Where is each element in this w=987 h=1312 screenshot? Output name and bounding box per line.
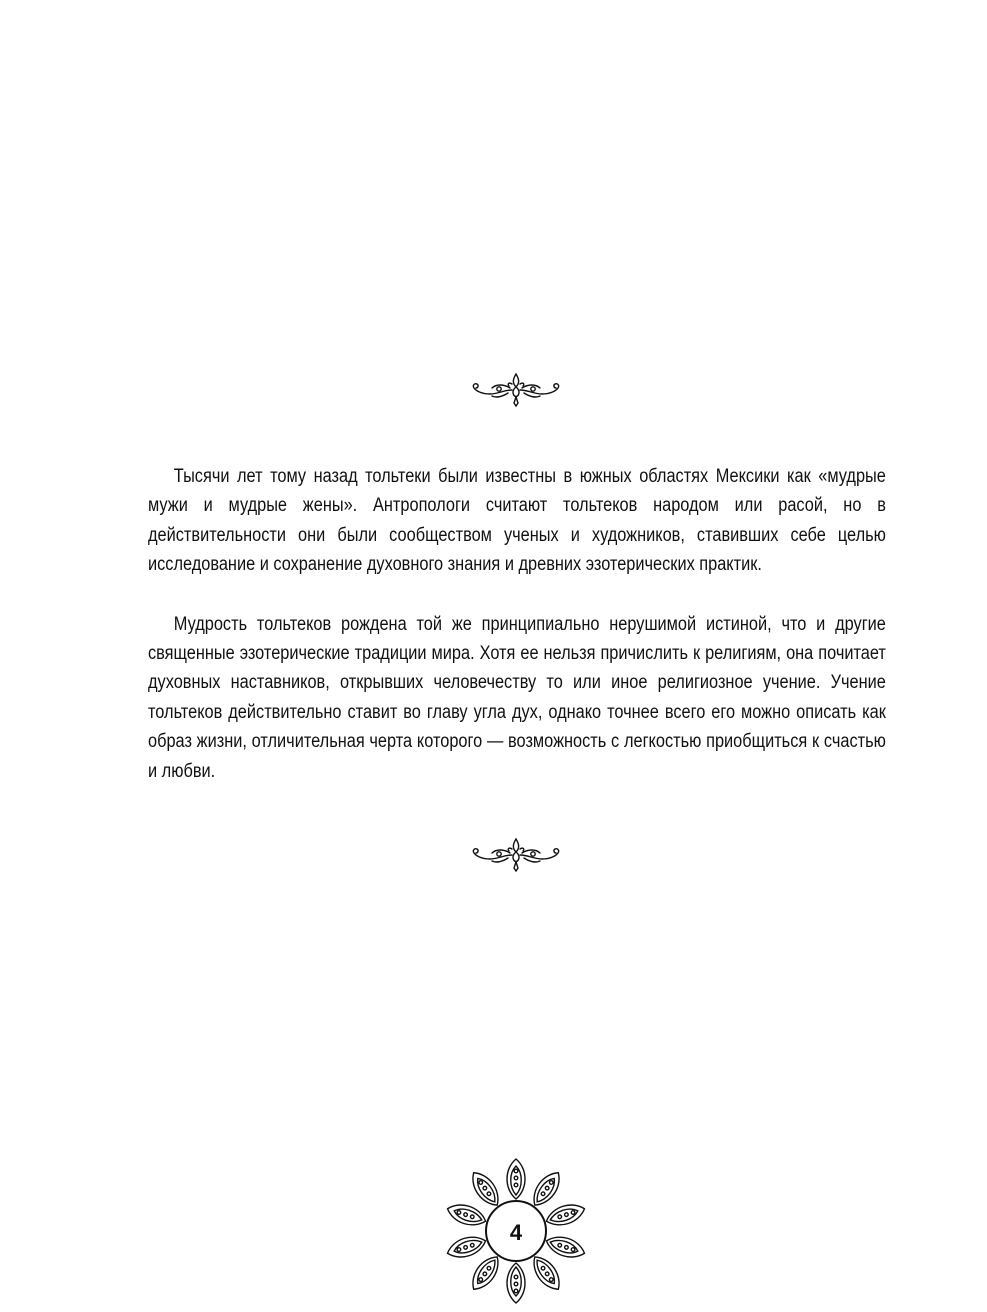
page-number: 4 [509, 1220, 523, 1245]
page-folio [440, 1155, 592, 1307]
paragraph-2: Мудрость тольтеков рождена той же принципиально нерушимой истиной, что и другие священные эзотерические традиции мира. Хотя ее нельзя причислить к религиям, она почитает духовных наставников, открывших человечеству то или иное религиозное учение. Учение тольтеков действительно ставит во главу угла дух, однако точнее всего его можно описать как образ жизни, отличительная черта которого — возможность с легкостью приобщиться к счастью и любви. [148, 613, 886, 782]
flourish-divider-icon [468, 835, 564, 875]
flourish-divider-icon [468, 370, 564, 410]
paragraph-1: Тысячи лет тому назад тольтеки были известны в южных областях Мексики как «мудрые мужи и мудрые жены». Антропологи считают тольтеков народом или расой, но в действительности они были сообществом ученых и художников, ставивших себе целью исследование и сохранение духовного знания и древних эзотерических практик. [148, 466, 886, 576]
body-text [148, 462, 886, 786]
